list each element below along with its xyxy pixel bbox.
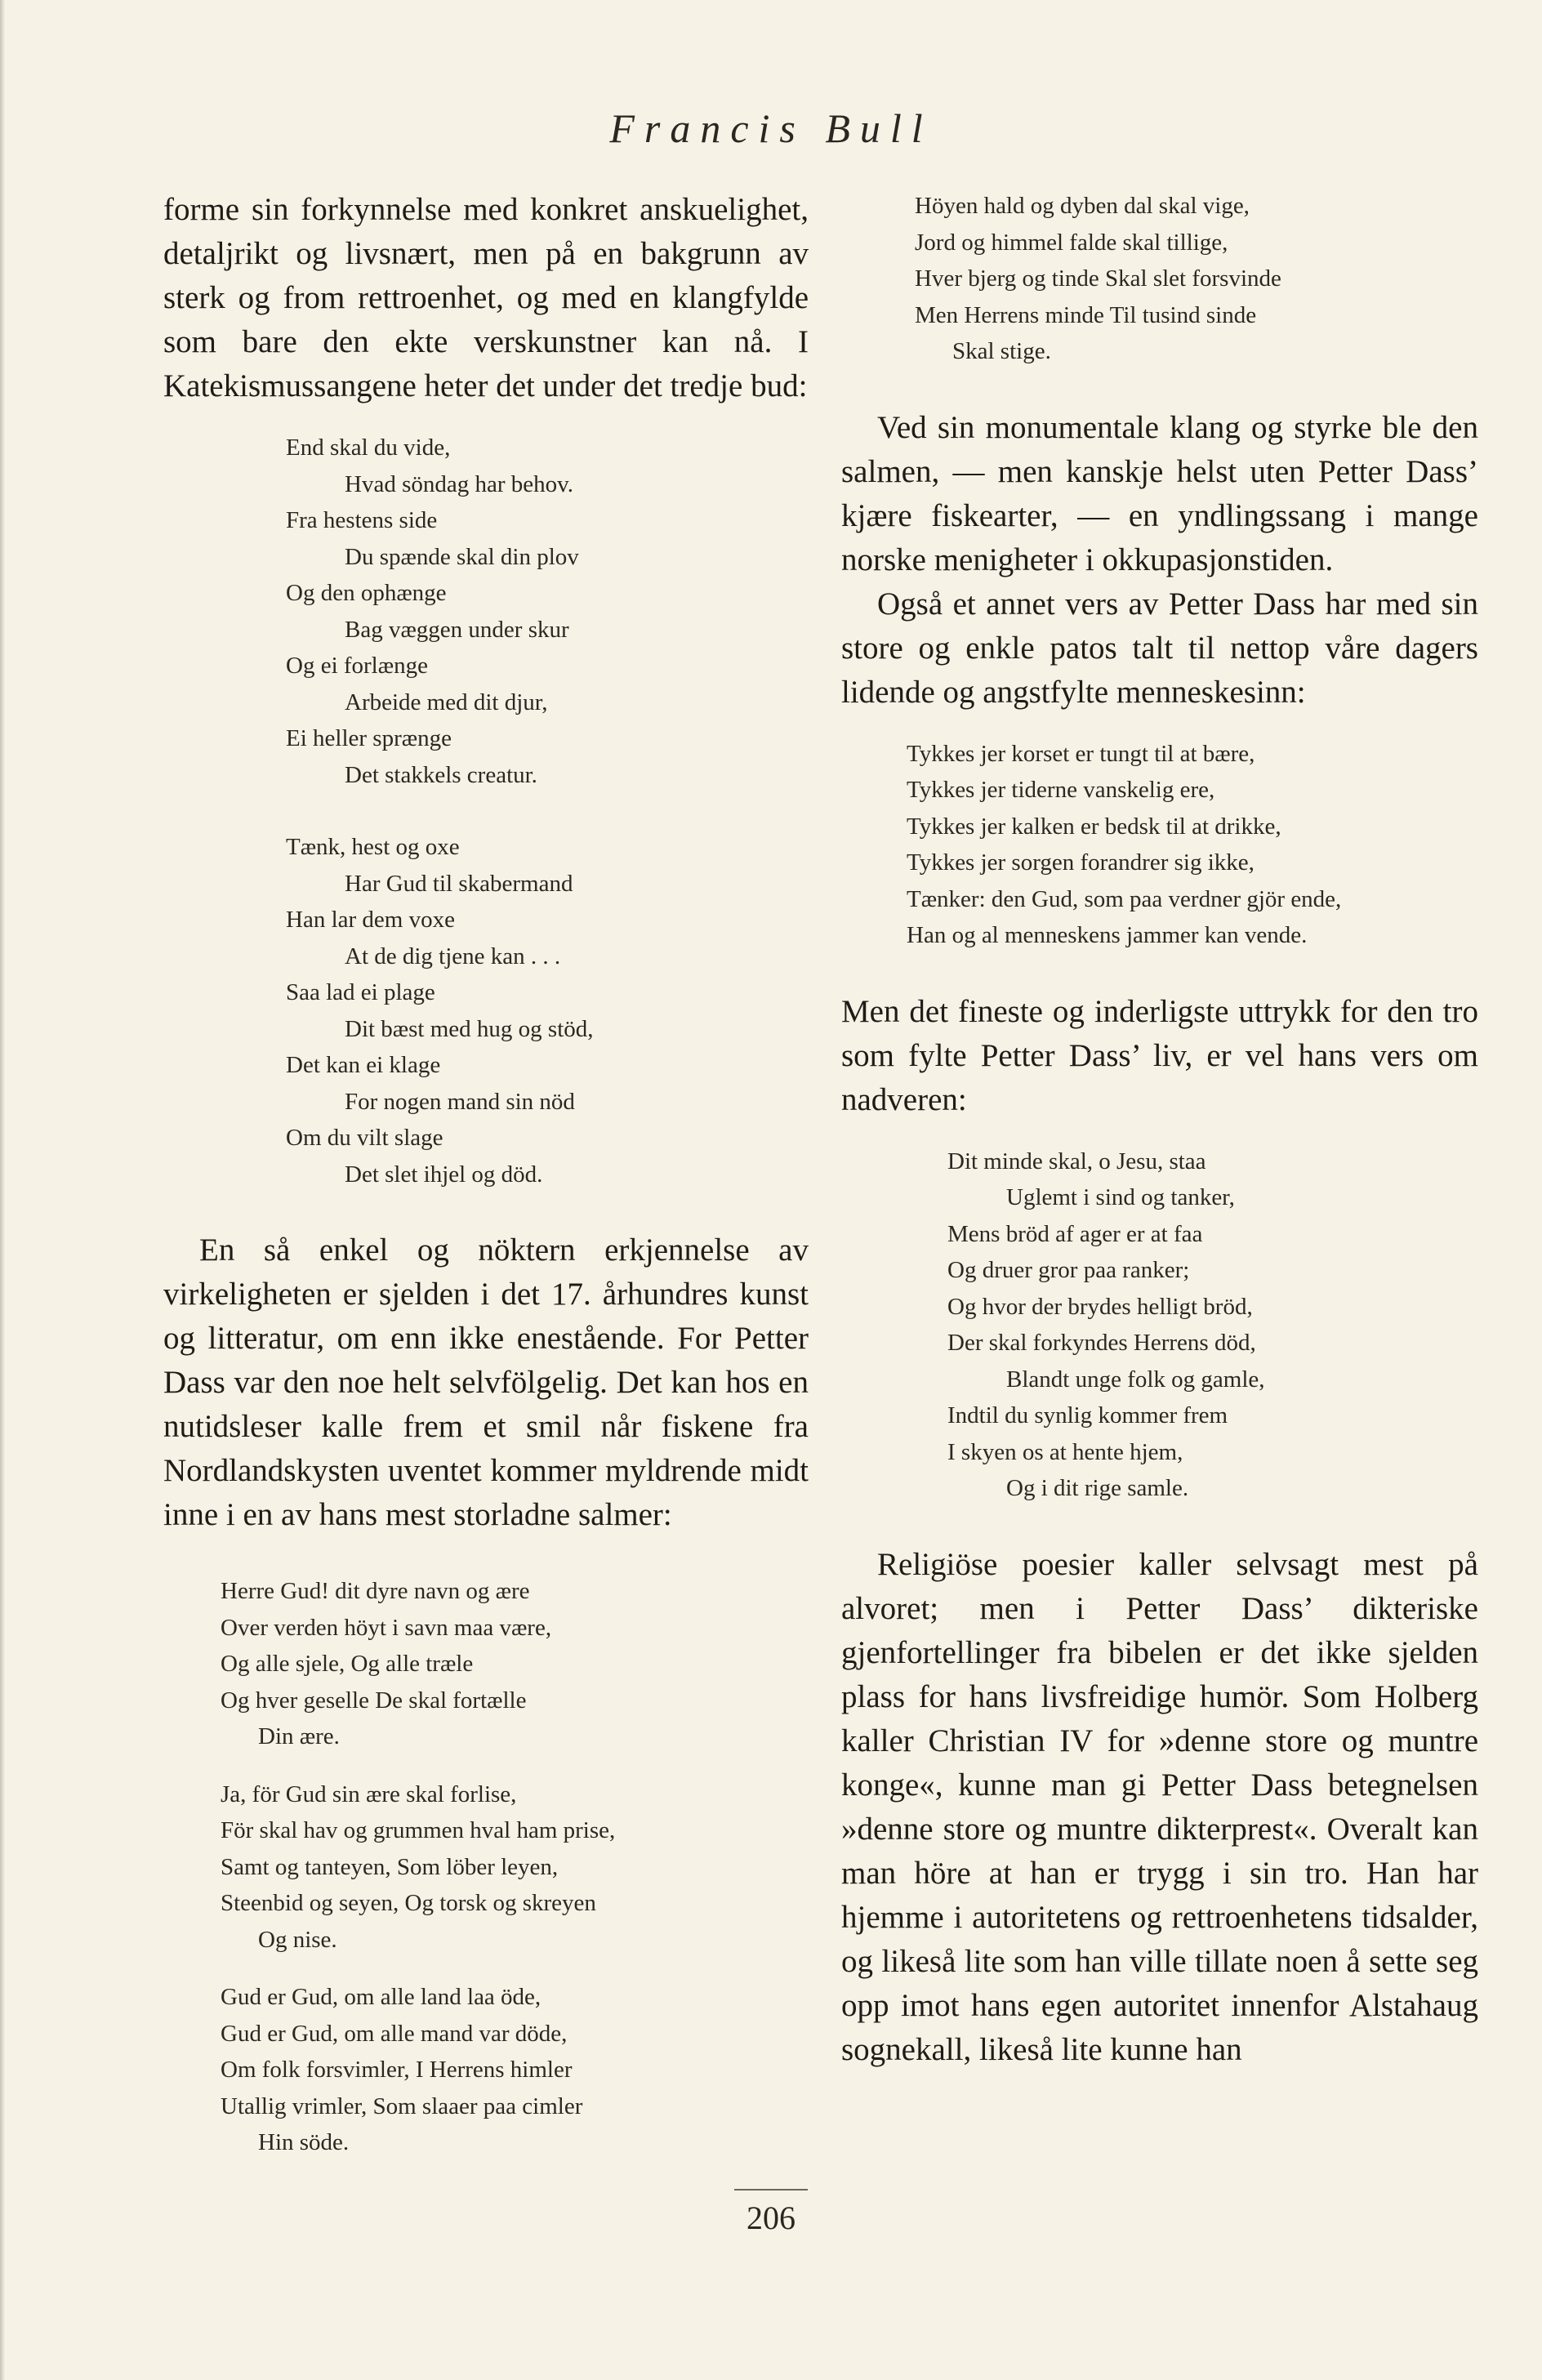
verse-line: Mens bröd af ager er at faa	[947, 1220, 1203, 1247]
verse-line: Ja, för Gud sin ære skal forlise,	[221, 1781, 517, 1807]
verse-line: Höyen hald og dyben dal skal vige,	[915, 193, 1250, 219]
verse-line: Bag væggen under skur	[345, 616, 569, 643]
verse-line: Hver bjerg og tinde Skal slet forsvinde	[915, 265, 1281, 292]
page-edge-shadow	[0, 0, 5, 2380]
verse-line: Uglemt i sind og tanker,	[1006, 1184, 1235, 1210]
verse-line: Og ei forlænge	[286, 653, 428, 679]
verse-line: Indtil du synlig kommer frem	[947, 1402, 1228, 1428]
running-header: Francis Bull	[609, 105, 933, 151]
verse-line: Men Herrens minde Til tusind sinde	[915, 301, 1257, 328]
verse-block	[163, 1776, 809, 1959]
verse-line: Fra hestens side	[286, 507, 438, 533]
verse-line: Og hver geselle De skal fortælle	[221, 1687, 527, 1714]
verse-line: Han og al menneskens jammer kan vende.	[907, 922, 1308, 948]
verse-line: Din ære.	[258, 1723, 340, 1749]
verse-block	[163, 430, 809, 793]
verse-line: Det kan ei klage	[286, 1052, 441, 1078]
verse-line: Tykkes jer tiderne vanskelig ere,	[907, 777, 1215, 803]
verse-line: Blandt unge folk og gamle,	[1006, 1366, 1265, 1393]
verse-line: Hin söde.	[258, 2129, 350, 2155]
verse-line: Det slet ihjel og död.	[345, 1161, 543, 1188]
verse-line: Der skal forkyndes Herrens död,	[947, 1330, 1256, 1356]
verse-line: Og i dit rige samle.	[1006, 1475, 1189, 1501]
verse-line: Herre Gud! dit dyre navn og ære	[221, 1578, 530, 1604]
verse-line: Over verden höyt i savn maa være,	[221, 1614, 552, 1641]
paragraph: forme sin forkynnelse med konkret anskuelighet, detaljrikt og livsnært, men på en bakgrunn av sterk og from rettroenhet, og med en klangfylde som bare den ekte verskunstner kan nå. I Katekismussangene heter det under det tredje bud:	[163, 192, 809, 403]
verse-line: Det stakkels creatur.	[345, 761, 537, 788]
verse-line: Tykkes jer kalken er bedsk til at drikke,	[907, 813, 1281, 840]
verse-block	[841, 1143, 1478, 1507]
verse-line: Tænk, hest og oxe	[286, 834, 460, 860]
paragraph: Ved sin monumentale klang og styrke ble den salmen, — men kanskje helst uten Petter Dass’ kjære fiskearter, — en yndlingssang i mange norske menigheter i okkupasjonstiden.	[841, 409, 1478, 577]
verse-line: Og hvor der brydes helligt bröd,	[947, 1293, 1253, 1320]
verse-line: Om folk forsvimler, I Herrens himler	[221, 2057, 573, 2083]
verse-line: Arbeide med dit djur,	[345, 689, 548, 715]
verse-line: Jord og himmel falde skal tillige,	[915, 229, 1228, 256]
verse-line: Gud er Gud, om alle mand var döde,	[221, 2020, 568, 2047]
verse-line: Dit minde skal, o Jesu, staa	[947, 1148, 1206, 1174]
verse-line: Gud er Gud, om alle land laa öde,	[221, 1984, 541, 2010]
right-column	[841, 188, 1478, 2072]
verse-line: Han lar dem voxe	[286, 907, 455, 933]
verse-line: Steenbid og seyen, Og torsk og skreyen	[221, 1890, 596, 1916]
verse-line: Dit bæst med hug og stöd,	[345, 1015, 594, 1042]
verse-line: For nogen mand sin nöd	[345, 1088, 575, 1115]
left-column	[163, 188, 809, 2161]
verse-line: I skyen os at hente hjem,	[947, 1438, 1183, 1465]
verse-block	[163, 1573, 809, 1755]
verse-line: Saa lad ei plage	[286, 979, 435, 1005]
verse-block	[841, 736, 1478, 954]
verse-block	[841, 188, 1478, 370]
verse-line: Skal stige.	[952, 338, 1051, 364]
paragraph: Også et annet vers av Petter Dass har med sin store og enkle patos talt til nettop våre dagers lidende og angstfylte menneskesinn:	[841, 586, 1478, 710]
verse-block	[163, 1979, 809, 2161]
paragraph: Men det fineste og inderligste uttrykk for den tro som fylte Petter Dass’ liv, er vel hans vers om nadveren:	[841, 993, 1478, 1117]
verse-line: End skal du vide,	[286, 435, 451, 461]
verse-line: Om du vilt slage	[286, 1125, 443, 1151]
verse-line: Og nise.	[258, 1926, 337, 1953]
paragraph: En så enkel og nöktern erkjennelse av virkeligheten er sjelden i det 17. århundres kunst og litteratur, om enn ikke enestående. For Petter Dass var den noe helt selvfölgelig. Det kan hos en nutidsleser kalle frem et smil når fiskene fra Nordlandskysten uventet kommer myldrende midt inne i en av hans mest storladne salmer:	[163, 1232, 809, 1532]
verse-line: För skal hav og grummen hval ham prise,	[221, 1817, 616, 1843]
verse-line: Samt og tanteyen, Som löber leyen,	[221, 1853, 559, 1880]
verse-line: Tykkes jer sorgen forandrer sig ikke,	[907, 849, 1255, 876]
verse-line: Hvad söndag har behov.	[345, 470, 573, 497]
verse-line: Og den ophænge	[286, 580, 447, 606]
verse-line: Og alle sjele, Og alle træle	[221, 1651, 474, 1677]
verse-line: Utallig vrimler, Som slaaer paa cimler	[221, 2093, 583, 2119]
verse-block	[163, 829, 809, 1192]
page-number: 206	[746, 2199, 796, 2236]
verse-line: Og druer gror paa ranker;	[947, 1257, 1190, 1283]
verse-line: Ei heller sprænge	[286, 725, 452, 751]
verse-line: Du spænde skal din plov	[345, 543, 579, 570]
paragraph: Religiöse poesier kaller selvsagt mest på alvoret; men i Petter Dass’ dikteriske gjenfortellinger fra bibelen er det ikke sjelden plass for hans livsfreidige humör. Som Holberg kaller Christian IV for »denne store og muntre konge«, kunne man gi Petter Dass betegnelsen »denne store og muntre dikterprest«. Overalt kan man höre at han er trygg i sin tro. Han har hjemme i autoritetens og rettroenhetens tidsalder, og likeså lite som han ville tillate noen å sette seg opp imot hans egen autoritet innenfor Alstahaug sognekall, likeså lite kunne han	[841, 1546, 1478, 2067]
verse-line: Tykkes jer korset er tungt til at bære,	[907, 740, 1255, 767]
footer-rule	[734, 2189, 808, 2191]
verse-line: At de dig tjene kan . . .	[345, 943, 561, 969]
verse-line: Tænker: den Gud, som paa verdner gjör ende,	[907, 885, 1342, 912]
verse-line: Har Gud til skabermand	[345, 870, 573, 897]
page-footer	[0, 2189, 1542, 2237]
